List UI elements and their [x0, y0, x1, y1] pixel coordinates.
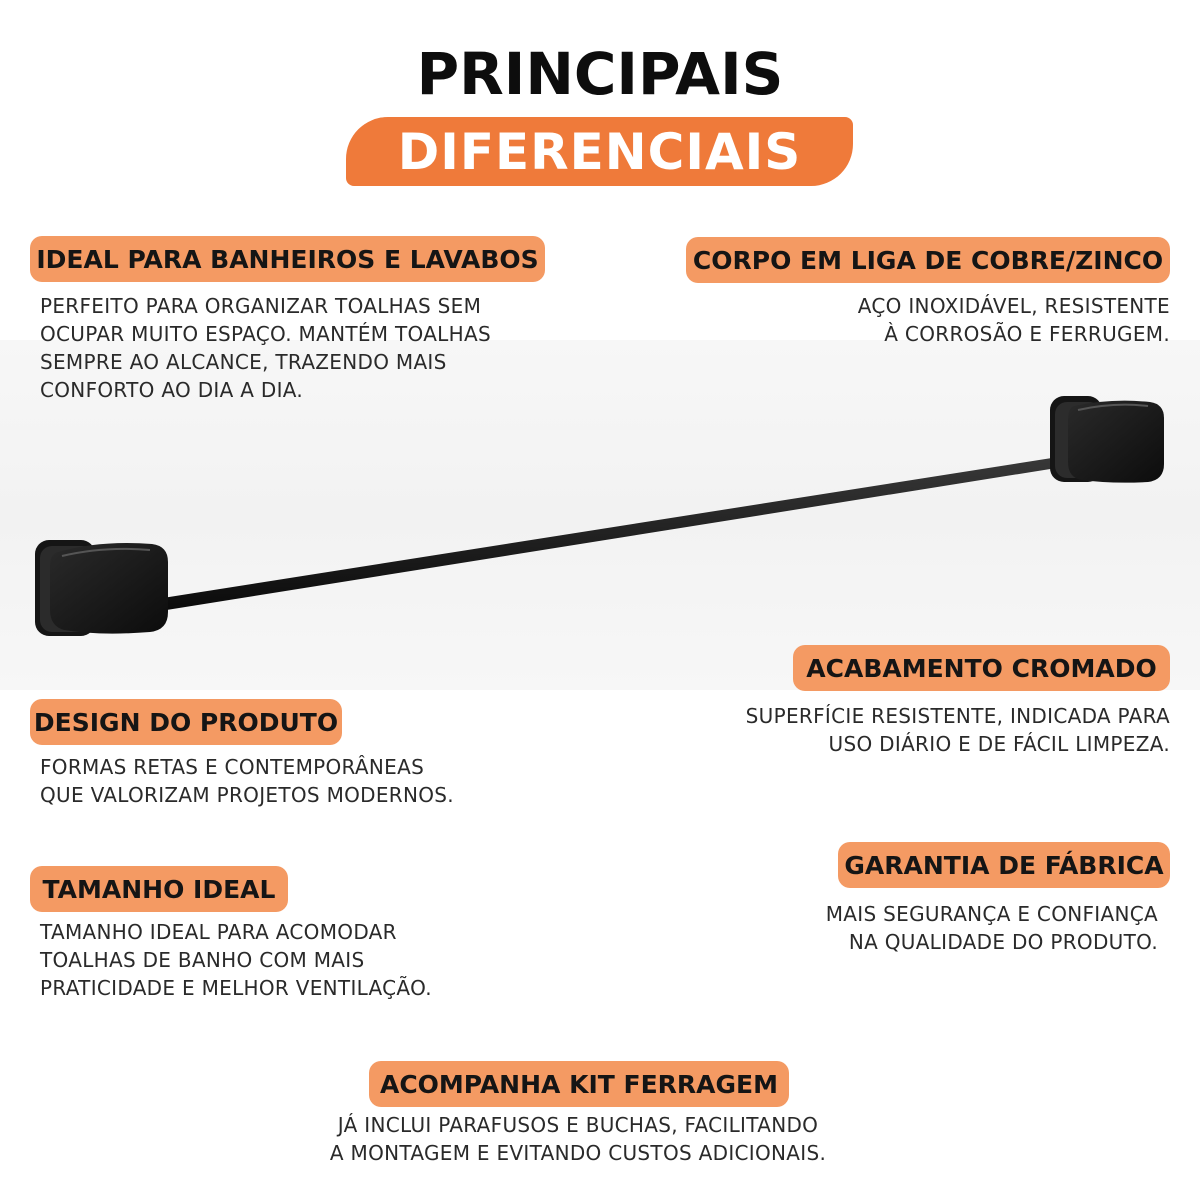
feature-corpo-description — [858, 292, 1170, 348]
feature-design-description — [40, 753, 454, 809]
desc-line: FORMAS RETAS E CONTEMPORÂNEAS — [40, 755, 425, 779]
bar-rod — [150, 452, 1094, 612]
desc-line: TOALHAS DE BANHO COM MAIS — [40, 948, 365, 972]
desc-line: MAIS SEGURANÇA E CONFIANÇA — [825, 902, 1158, 926]
desc-line: USO DIÁRIO E DE FÁCIL LIMPEZA. — [828, 732, 1170, 756]
page-subtitle: DIFERENCIAIS — [397, 122, 802, 181]
subtitle-banner — [346, 117, 853, 186]
desc-line: SUPERFÍCIE RESISTENTE, INDICADA PARA — [745, 704, 1170, 728]
desc-line: PRATICIDADE E MELHOR VENTILAÇÃO. — [40, 976, 432, 1000]
desc-line: SEMPRE AO ALCANCE, TRAZENDO MAIS — [40, 350, 447, 374]
page-title: PRINCIPAIS — [416, 40, 784, 108]
feature-garantia-title: GARANTIA DE FÁBRICA — [838, 842, 1170, 888]
left-bracket — [35, 540, 168, 636]
feature-acabamento-description — [746, 702, 1170, 758]
desc-line: NA QUALIDADE DO PRODUTO. — [848, 930, 1158, 954]
desc-line: CONFORTO AO DIA A DIA. — [40, 378, 304, 402]
feature-ideal-description — [40, 292, 491, 404]
feature-tamanho-title: TAMANHO IDEAL — [30, 866, 288, 912]
desc-line: A MONTAGEM E EVITANDO CUSTOS ADICIONAIS. — [329, 1141, 827, 1165]
feature-acabamento-title: ACABAMENTO CROMADO — [793, 645, 1170, 691]
feature-tamanho-description — [40, 918, 432, 1002]
feature-kit-description — [0, 1111, 1156, 1167]
feature-design-title: DESIGN DO PRODUTO — [30, 699, 342, 745]
desc-line: AÇO INOXIDÁVEL, RESISTENTE — [857, 294, 1170, 318]
desc-line: JÁ INCLUI PARAFUSOS E BUCHAS, FACILITANDO — [337, 1113, 819, 1137]
feature-ideal-title: IDEAL PARA BANHEIROS E LAVABOS — [30, 236, 545, 282]
right-bracket — [1050, 396, 1164, 483]
feature-kit-title: ACOMPANHA KIT FERRAGEM — [369, 1061, 789, 1107]
feature-corpo-title: CORPO EM LIGA DE COBRE/ZINCO — [686, 237, 1170, 283]
feature-garantia-description — [826, 900, 1158, 956]
desc-line: OCUPAR MUITO ESPAÇO. MANTÉM TOALHAS — [40, 322, 491, 346]
desc-line: QUE VALORIZAM PROJETOS MODERNOS. — [40, 783, 454, 807]
desc-line: TAMANHO IDEAL PARA ACOMODAR — [40, 920, 397, 944]
desc-line: PERFEITO PARA ORGANIZAR TOALHAS SEM — [40, 294, 482, 318]
desc-line: À CORROSÃO E FERRUGEM. — [884, 322, 1170, 346]
